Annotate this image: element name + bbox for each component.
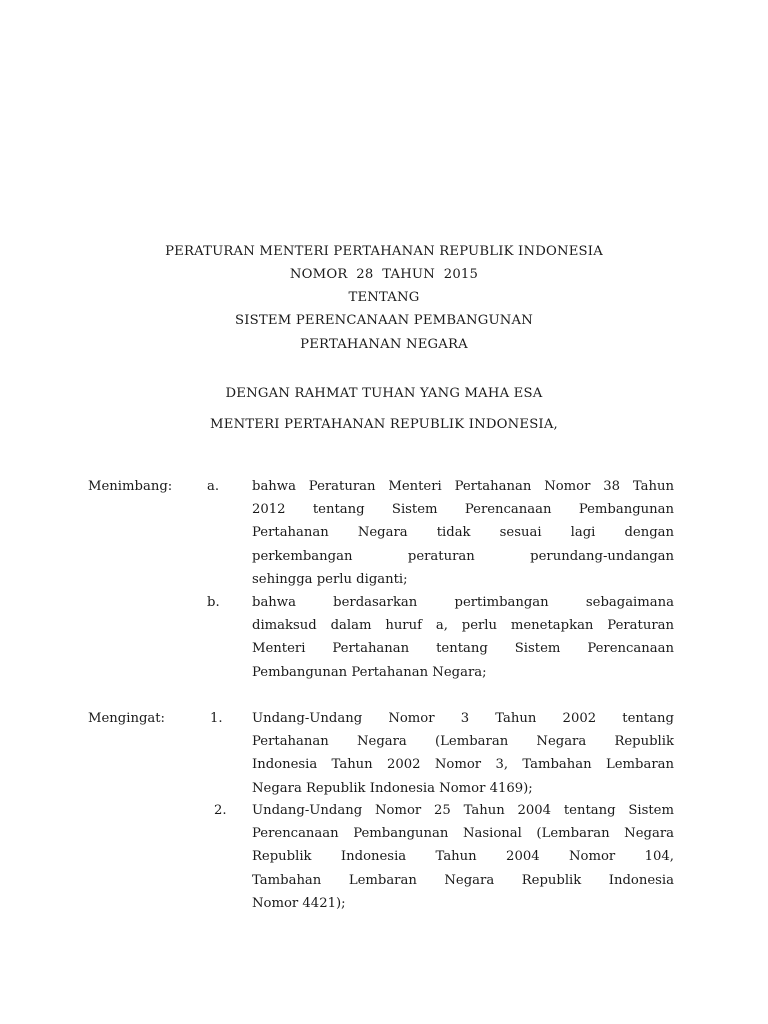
menimbang-item-a bbox=[252, 475, 674, 591]
text-line: Pembangunan Pertahanan Negara; bbox=[252, 664, 487, 680]
text-line: Menteri Pertahanan tentang Sistem Perencanaan bbox=[252, 641, 674, 657]
regulation-subject-line1: SISTEM PERENCANAAN PEMBANGUNAN bbox=[235, 313, 533, 328]
text-line: sehingga perlu diganti; bbox=[252, 571, 408, 587]
issuing-authority: MENTERI PERTAHANAN REPUBLIK INDONESIA, bbox=[210, 417, 558, 432]
text-line: perkembangan peraturan perundang-undangan bbox=[252, 548, 674, 564]
menimbang-item-b bbox=[252, 591, 674, 684]
mengingat-item-1-marker: 1. bbox=[210, 711, 223, 726]
menimbang-item-b-marker: b. bbox=[207, 595, 220, 610]
mengingat-item-1 bbox=[252, 707, 674, 800]
text-line: Undang-Undang Nomor 3 Tahun 2002 tentang bbox=[252, 711, 674, 726]
menimbang-item-a-marker: a. bbox=[207, 479, 220, 494]
text-line: Republik Indonesia Tahun 2004 Nomor 104, bbox=[252, 849, 674, 865]
text-line: Nomor 4421); bbox=[252, 895, 346, 911]
regulation-subject-line2: PERTAHANAN NEGARA bbox=[300, 337, 468, 352]
text-line: 2012 tentang Sistem Perencanaan Pembangunan bbox=[252, 502, 674, 518]
text-line: Indonesia Tahun 2002 Nomor 3, Tambahan Lembaran bbox=[252, 757, 674, 773]
text-line: dimaksud dalam huruf a, perlu menetapkan Peraturan bbox=[252, 618, 674, 634]
menimbang-label: Menimbang: bbox=[88, 479, 173, 494]
mengingat-label: Mengingat: bbox=[88, 711, 166, 726]
text-line: bahwa berdasarkan pertimbangan sebagaimana bbox=[252, 595, 674, 610]
text-line: Pertahanan Negara (Lembaran Negara Republik bbox=[252, 734, 674, 750]
text-line: bahwa Peraturan Menteri Pertahanan Nomor 38 Tahun bbox=[252, 479, 674, 494]
regulation-title: PERATURAN MENTERI PERTAHANAN REPUBLIK INDONESIA bbox=[165, 244, 603, 259]
regulation-about: TENTANG bbox=[348, 290, 420, 305]
mengingat-item-2 bbox=[252, 799, 674, 915]
text-line: Pertahanan Negara tidak sesuai lagi dengan bbox=[252, 525, 674, 541]
invocation: DENGAN RAHMAT TUHAN YANG MAHA ESA bbox=[225, 386, 543, 401]
mengingat-item-2-marker: 2. bbox=[214, 803, 227, 818]
text-line: Tambahan Lembaran Negara Republik Indonesia bbox=[252, 872, 674, 888]
regulation-number: NOMOR 28 TAHUN 2015 bbox=[289, 267, 479, 282]
text-line: Negara Republik Indonesia Nomor 4169); bbox=[252, 780, 533, 796]
text-line: Perencanaan Pembangunan Nasional (Lembaran Negara bbox=[252, 826, 674, 842]
text-line: Undang-Undang Nomor 25 Tahun 2004 tentang Sistem bbox=[252, 803, 674, 818]
